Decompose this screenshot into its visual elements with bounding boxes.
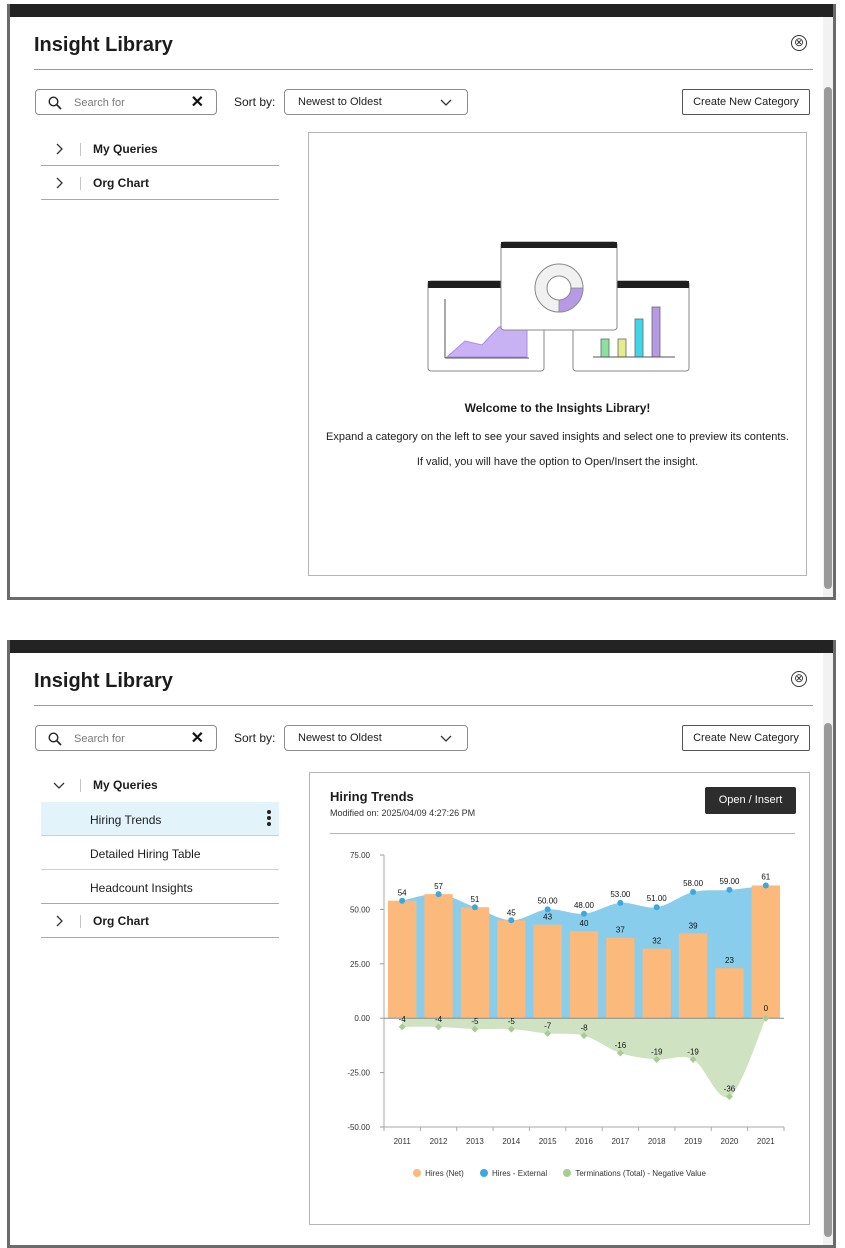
title-divider bbox=[34, 69, 813, 70]
bar-label-hires-net: 45 bbox=[506, 908, 516, 918]
point-label-terminations: -4 bbox=[398, 1014, 406, 1024]
point-hires-external bbox=[436, 891, 442, 897]
chevron-down-icon bbox=[439, 96, 453, 110]
legend-swatch bbox=[563, 1169, 571, 1177]
open-insert-button[interactable]: Open / Insert bbox=[705, 787, 796, 814]
point-hires-external bbox=[617, 900, 623, 906]
bar-hires-net bbox=[752, 885, 780, 1018]
y-tick-label: 75.00 bbox=[349, 851, 370, 860]
point-hires-external bbox=[472, 904, 478, 910]
point-hires-external bbox=[508, 917, 514, 923]
legend-item-terminations[interactable] bbox=[563, 1169, 706, 1178]
bar-label-hires-net: 39 bbox=[688, 921, 698, 931]
point-label-terminations: -16 bbox=[614, 1041, 627, 1051]
search-input-container[interactable] bbox=[35, 725, 217, 751]
point-label-hires-external: 53.00 bbox=[610, 889, 631, 899]
point-label-terminations: -8 bbox=[580, 1023, 588, 1033]
bar-label-hires-net: 23 bbox=[725, 956, 734, 966]
dialog-top-bar bbox=[10, 640, 833, 653]
x-tick-label: 2018 bbox=[647, 1137, 666, 1146]
dialog-title: Insight Library bbox=[34, 34, 173, 56]
point-label-terminations: -36 bbox=[723, 1084, 736, 1094]
point-label-terminations: -19 bbox=[687, 1047, 699, 1057]
y-tick-label: 50.00 bbox=[349, 905, 370, 915]
legend-swatch bbox=[413, 1169, 421, 1177]
hiring-trends-chart bbox=[310, 841, 809, 1161]
y-tick-label: 0.00 bbox=[354, 1014, 370, 1024]
tree-separator bbox=[80, 915, 81, 928]
legend-label: Terminations (Total) - Negative Value bbox=[575, 1169, 706, 1179]
point-label-terminations: -5 bbox=[507, 1017, 515, 1027]
search-icon bbox=[48, 96, 62, 110]
sort-label: Sort by: bbox=[234, 95, 276, 109]
point-hires-external bbox=[654, 904, 660, 910]
bar-hires-net bbox=[570, 931, 598, 1018]
category-tree bbox=[41, 132, 279, 200]
bar-hires-net bbox=[606, 938, 634, 1019]
tree-item-detailed-hiring-table[interactable] bbox=[41, 836, 279, 870]
legend-swatch bbox=[480, 1169, 488, 1177]
sort-value: Newest to Oldest bbox=[298, 732, 382, 744]
y-tick-label: -25.00 bbox=[347, 1068, 370, 1078]
point-label-hires-external: 61 bbox=[761, 872, 771, 882]
point-hires-external bbox=[690, 889, 696, 895]
search-input[interactable] bbox=[72, 730, 182, 747]
chart-legend bbox=[310, 1169, 809, 1178]
bar-hires-net bbox=[388, 901, 416, 1019]
y-tick-label: 25.00 bbox=[349, 959, 370, 969]
preview-pane bbox=[309, 772, 810, 1225]
chevron-down-icon bbox=[439, 732, 453, 746]
chevron-right-icon[interactable] bbox=[53, 177, 65, 189]
bar-hires-net bbox=[715, 968, 743, 1018]
dialog-frame bbox=[7, 640, 836, 1248]
legend-label: Hires - External bbox=[491, 1169, 548, 1179]
x-tick-label: 2016 bbox=[575, 1137, 593, 1146]
sort-label: Sort by: bbox=[234, 731, 276, 745]
search-icon bbox=[48, 732, 62, 746]
bar-label-hires-net: 54 bbox=[397, 888, 407, 898]
clear-search-icon[interactable]: ✕ bbox=[190, 730, 204, 747]
tree-category-org-chart[interactable] bbox=[41, 166, 279, 200]
bar-hires-net bbox=[643, 949, 671, 1019]
category-label: My Queries bbox=[93, 778, 158, 792]
welcome-description: Expand a category on the left to see your saved insights and select one to preview its contents. bbox=[326, 431, 789, 443]
x-tick-label: 2011 bbox=[393, 1137, 411, 1146]
category-label: Org Chart bbox=[93, 176, 150, 190]
insight-label: Detailed Hiring Table bbox=[90, 847, 201, 861]
bar-label-hires-net: 37 bbox=[615, 925, 625, 935]
more-options-icon[interactable] bbox=[267, 810, 271, 828]
chevron-down-icon[interactable] bbox=[53, 779, 65, 791]
point-label-terminations: -5 bbox=[471, 1017, 479, 1027]
dialog-frame bbox=[7, 4, 836, 600]
bar-label-hires-net: 40 bbox=[579, 919, 589, 929]
point-label-hires-external: 50.00 bbox=[537, 896, 558, 906]
search-input-container[interactable] bbox=[35, 89, 217, 115]
scrollbar-thumb[interactable] bbox=[824, 723, 832, 1237]
x-tick-label: 2013 bbox=[466, 1137, 484, 1146]
point-label-hires-external: 58.00 bbox=[683, 878, 704, 888]
x-tick-label: 2017 bbox=[611, 1137, 630, 1146]
sort-dropdown[interactable] bbox=[284, 725, 468, 751]
point-label-hires-external: 48.00 bbox=[573, 900, 595, 910]
create-new-category-button[interactable]: Create New Category bbox=[682, 89, 810, 115]
dialog-title: Insight Library bbox=[34, 670, 173, 692]
tree-separator bbox=[80, 779, 81, 792]
insight-title: Hiring Trends bbox=[330, 789, 414, 804]
y-tick-label: -50.00 bbox=[347, 1123, 370, 1132]
bar-label-hires-net: 51 bbox=[470, 895, 480, 905]
tree-category-org-chart[interactable] bbox=[41, 904, 279, 938]
scrollbar[interactable] bbox=[823, 17, 833, 597]
chevron-right-icon[interactable] bbox=[53, 915, 65, 927]
x-tick-label: 2015 bbox=[538, 1137, 557, 1146]
search-input[interactable] bbox=[72, 94, 182, 111]
bar-hires-net bbox=[424, 894, 452, 1018]
x-tick-label: 2019 bbox=[684, 1137, 702, 1146]
modified-timestamp: Modified on: 2025/04/09 4:27:26 PM bbox=[330, 808, 476, 818]
bar-hires-net bbox=[461, 907, 489, 1018]
legend-label: Hires (Net) bbox=[425, 1169, 464, 1179]
point-hires-external bbox=[763, 882, 769, 888]
preview-pane bbox=[308, 132, 807, 576]
bar-hires-net bbox=[497, 920, 525, 1018]
insight-label: Headcount Insights bbox=[90, 881, 193, 895]
point-label-terminations: -19 bbox=[650, 1047, 663, 1057]
x-tick-label: 2020 bbox=[720, 1137, 739, 1146]
point-label-hires-external: 59.00 bbox=[719, 876, 740, 886]
point-hires-external bbox=[545, 906, 551, 912]
scrollbar[interactable] bbox=[823, 653, 833, 1245]
point-label-terminations: -4 bbox=[434, 1014, 443, 1024]
bar-hires-net bbox=[533, 925, 561, 1019]
bar-label-hires-net: 43 bbox=[543, 912, 553, 922]
point-hires-external bbox=[581, 911, 587, 917]
clear-search-icon[interactable]: ✕ bbox=[190, 94, 204, 111]
welcome-title: Welcome to the Insights Library! bbox=[464, 401, 651, 415]
legend-item-hires-net[interactable] bbox=[413, 1169, 464, 1178]
legend-item-hires-external[interactable] bbox=[480, 1169, 547, 1178]
welcome-hint: If valid, you will have the option to Open/Insert the insight. bbox=[416, 456, 699, 468]
bar-label-hires-net: 32 bbox=[652, 936, 662, 946]
create-new-category-button[interactable]: Create New Category bbox=[682, 725, 810, 751]
sort-value: Newest to Oldest bbox=[298, 96, 382, 108]
insight-library-dialog-welcome bbox=[0, 0, 845, 600]
x-tick-label: 2021 bbox=[756, 1137, 775, 1146]
insights-illustration bbox=[427, 241, 691, 373]
chevron-right-icon[interactable] bbox=[53, 143, 65, 155]
tree-item-hiring-trends[interactable] bbox=[41, 802, 279, 836]
bar-hires-net bbox=[679, 933, 707, 1018]
x-tick-label: 2014 bbox=[502, 1137, 521, 1146]
point-hires-external bbox=[726, 887, 732, 893]
sort-dropdown[interactable] bbox=[284, 89, 468, 115]
point-label-hires-external: 51.00 bbox=[646, 894, 667, 904]
tree-separator bbox=[80, 177, 81, 190]
insight-label: Hiring Trends bbox=[90, 813, 162, 827]
insight-library-dialog-preview bbox=[0, 636, 845, 1248]
x-tick-label: 2012 bbox=[429, 1137, 448, 1146]
tree-category-my-queries[interactable] bbox=[41, 132, 279, 166]
title-divider bbox=[34, 705, 813, 706]
category-tree bbox=[41, 768, 279, 938]
tree-separator bbox=[80, 143, 81, 156]
scrollbar-thumb[interactable] bbox=[824, 87, 832, 589]
preview-divider bbox=[330, 833, 795, 834]
point-label-terminations: -7 bbox=[544, 1021, 552, 1031]
bar-label-hires-net: 0 bbox=[763, 1004, 769, 1014]
category-label: My Queries bbox=[93, 142, 158, 156]
dialog-top-bar bbox=[10, 4, 833, 17]
close-icon[interactable]: ⊗ bbox=[791, 35, 807, 51]
tree-category-my-queries[interactable] bbox=[41, 768, 279, 802]
tree-item-headcount-insights[interactable] bbox=[41, 870, 279, 904]
close-icon[interactable]: ⊗ bbox=[791, 671, 807, 687]
bar-label-hires-net: 57 bbox=[434, 882, 443, 892]
point-hires-external bbox=[399, 898, 405, 904]
category-label: Org Chart bbox=[93, 914, 150, 928]
